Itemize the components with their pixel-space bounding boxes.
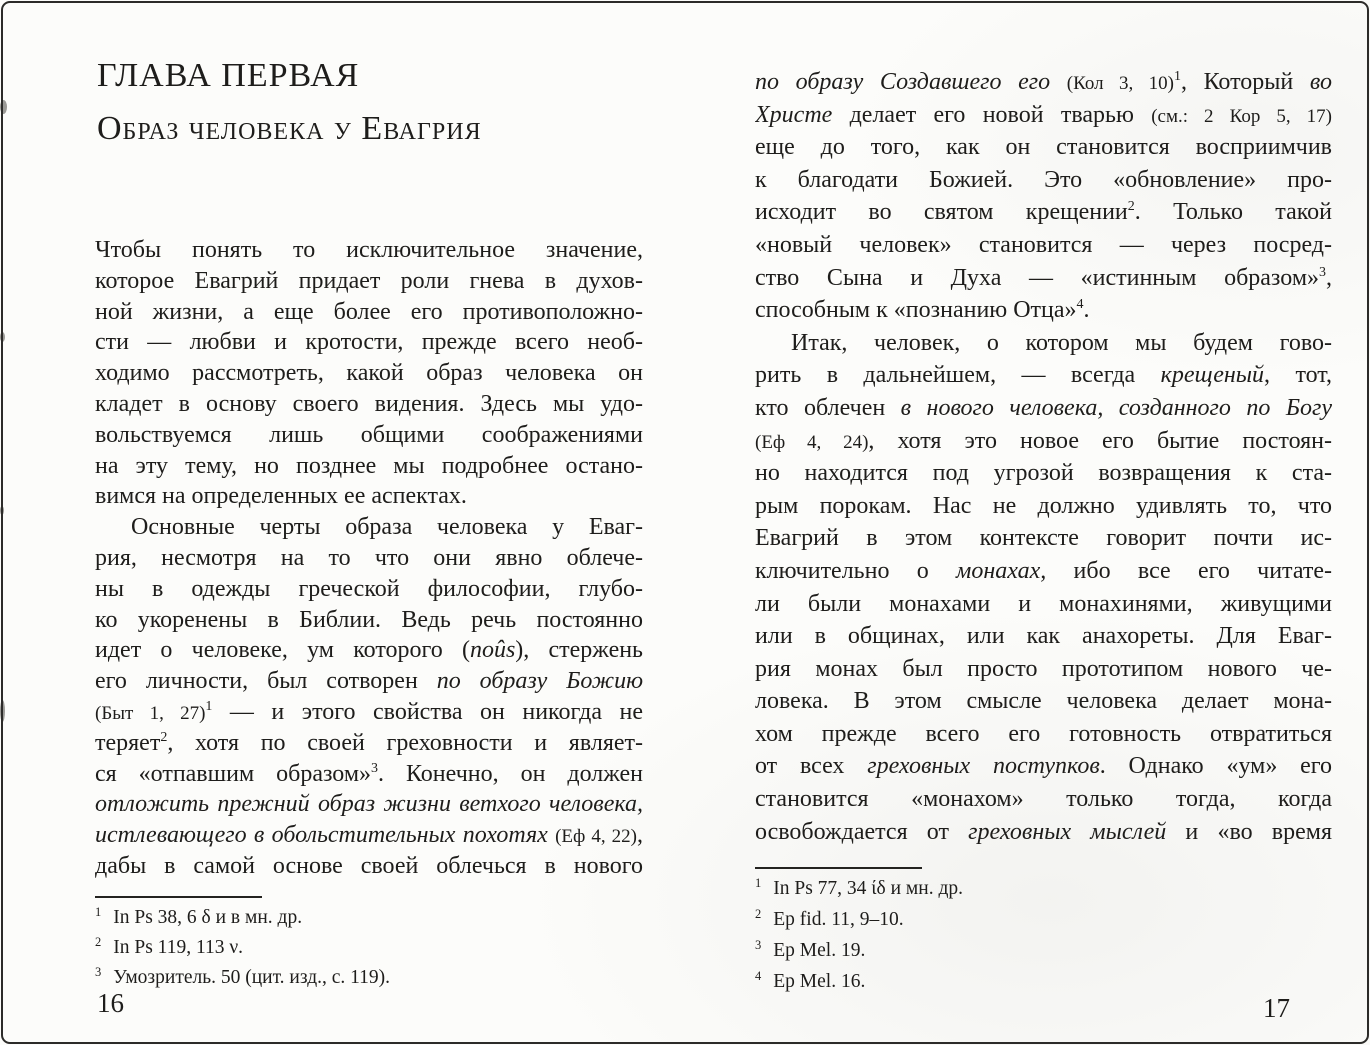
footnote-marker: 3 <box>755 938 762 952</box>
footnote-text: Ep fid. 11, 9–10. <box>773 909 904 930</box>
text-line: рить в дальнейшем, — всегда крещеный, тот, <box>755 362 1332 389</box>
footnote-text: Ep Mel. 19. <box>773 940 866 961</box>
text-line: его личности, был сотворен по образу Божию <box>95 668 643 695</box>
footnote-marker: 2 <box>95 935 102 949</box>
scan-speck <box>0 100 7 114</box>
text-line: Итак, человек, о котором мы будем гово- <box>791 329 1332 356</box>
text-line: ной жизни, а еще более его противоположно- <box>95 298 643 325</box>
footnote-ref: 4 <box>1076 297 1084 313</box>
text-line: кто облечен в нового человека, созданного по Богу <box>755 394 1332 421</box>
footnote <box>95 933 643 963</box>
text-line: (Еф 4, 24), хотя это новое его бытие постоян- <box>755 427 1332 454</box>
text-line: но находится под угрозой возвращения к ста- <box>755 460 1332 487</box>
footnote-ref: 2 <box>1127 199 1135 215</box>
footnote <box>95 903 643 933</box>
text-line: способным к «познанию Отца»$^4$. <box>755 297 1090 324</box>
footnote <box>755 966 1332 997</box>
text-line: хом прежде всего его готовность отвратиться <box>755 720 1332 747</box>
text-line: на эту тему, но позднее мы подробнее остано- <box>95 452 643 479</box>
text-line: рия монах был просто прототипом нового че- <box>755 655 1332 682</box>
footnote-ref: 1 <box>1173 69 1181 84</box>
footnote-marker: 1 <box>95 905 102 919</box>
right-page-body <box>755 66 1332 848</box>
text-line: от всех греховных поступков. Однако «ум» его <box>755 753 1332 780</box>
text-line: Евагрий в этом контексте говорит почти ис- <box>755 525 1332 552</box>
footnote-text: In Ps 119, 113 ν. <box>113 937 244 958</box>
footnote-marker: 4 <box>755 969 762 983</box>
left-page-body <box>95 235 643 882</box>
footnote-text: In Ps 77, 34 ίδ и мн. др. <box>773 878 963 899</box>
footnote <box>95 963 643 993</box>
text-line: сти — любви и кротости, прежде всего необ- <box>95 329 643 356</box>
text-line: рым порокам. Нас не должно удивлять то, что <box>755 492 1332 519</box>
footnote-text: Умозритель. 50 (цит. изд., с. 119). <box>113 967 391 988</box>
footnote-ref: 3 <box>371 760 379 776</box>
scan-speck <box>0 506 4 515</box>
text-line: вольствуемся лишь общими соображениями <box>95 421 643 448</box>
text-line: теряет$^2$, хотя по своей греховности и являет- <box>95 729 643 756</box>
text-line: вимся на определенных ее аспектах. <box>95 483 467 510</box>
text-line: исходит во святом крещении$^2$. Только такой <box>755 199 1332 226</box>
text-line: освобождается от греховных мыслей и «во время <box>755 818 1332 845</box>
text-line: дабы в самой основе своей облечься в нового <box>95 852 643 879</box>
text-line: ство Сына и Духа — «истинным образом»$^3$, <box>755 264 1332 291</box>
text-line: к благодати Божией. Это «обновление» про- <box>755 166 1332 193</box>
text-line: ко укоренены в Библии. Ведь речь постоянно <box>95 606 643 633</box>
text-line: Основные черты образа человека у Еваг- <box>131 514 643 541</box>
footnote-ref: 3 <box>1319 264 1326 280</box>
text-line: рия, несмотря на то что они явно облече- <box>95 544 643 571</box>
left-page-footnotes <box>95 903 643 993</box>
chapter-title: Образ человека у Евагрия <box>97 110 482 147</box>
footnote-text: In Ps 38, 6 δ и в мн. др. <box>113 907 303 928</box>
footnote-marker: 3 <box>95 965 102 979</box>
text-line: ходимо рассмотреть, какой образ человека он <box>95 360 643 387</box>
text-line: (Быт 1, 27)$^1$ — и этого свойства он никогда не <box>95 698 643 725</box>
scan-speck <box>0 332 5 342</box>
text-line: истлевающего в обольстительных похотях (Еф 4, 22), <box>95 822 643 849</box>
text-line: идет о человеке, ум которого (noûs), стержень <box>95 637 643 664</box>
text-line: «новый человек» становится — через посред- <box>755 231 1332 258</box>
text-line: которое Евагрий придает роли гнева в духов- <box>95 267 643 294</box>
text-line: кладет в основу своего видения. Здесь мы удо- <box>95 390 643 417</box>
footnote-ref: 1 <box>205 698 213 714</box>
page-number-left: 16 <box>97 988 124 1018</box>
chapter-heading: ГЛАВА ПЕРВАЯ <box>97 57 360 94</box>
text-line: по образу Создавшего его (Кол 3, 10)$^1$, Который во <box>755 69 1332 95</box>
text-line: становится «монахом» только тогда, когда <box>755 786 1332 813</box>
footnote-marker: 2 <box>755 907 762 921</box>
text-line: Чтобы понять то исключительное значение, <box>95 237 643 263</box>
page-number-right: 17 <box>1263 993 1290 1023</box>
footnote <box>755 873 1332 904</box>
text-line: ключительно о монахах, ибо все его читате- <box>755 557 1332 584</box>
text-line: ся «отпавшим образом»$^3$. Конечно, он должен <box>95 760 643 787</box>
footnote-separator-right <box>755 867 922 869</box>
scan-speck <box>0 700 5 722</box>
footnote <box>755 904 1332 935</box>
text-line: ны в одежды греческой философии, глубо- <box>95 575 643 602</box>
text-line: отложить прежний образ жизни ветхого человека, <box>95 791 643 818</box>
footnote-separator-left <box>95 896 262 898</box>
footnote <box>755 935 1332 966</box>
text-line: ловека. В этом смысле человека делает мона- <box>755 688 1332 715</box>
text-line: или в общинах, или как анахореты. Для Еваг- <box>755 623 1332 650</box>
text-line: Христе делает его новой тварью (см.: 2 Кор 5, 17) <box>755 101 1332 128</box>
footnote-marker: 1 <box>755 876 762 890</box>
right-page-footnotes <box>755 873 1332 997</box>
footnote-text: Ep Mel. 16. <box>773 971 866 992</box>
text-line: еще до того, как он становится восприимчив <box>755 134 1332 161</box>
text-line: ли были монахами и монахинями, живущими <box>755 590 1332 617</box>
footnote-ref: 2 <box>160 729 168 745</box>
